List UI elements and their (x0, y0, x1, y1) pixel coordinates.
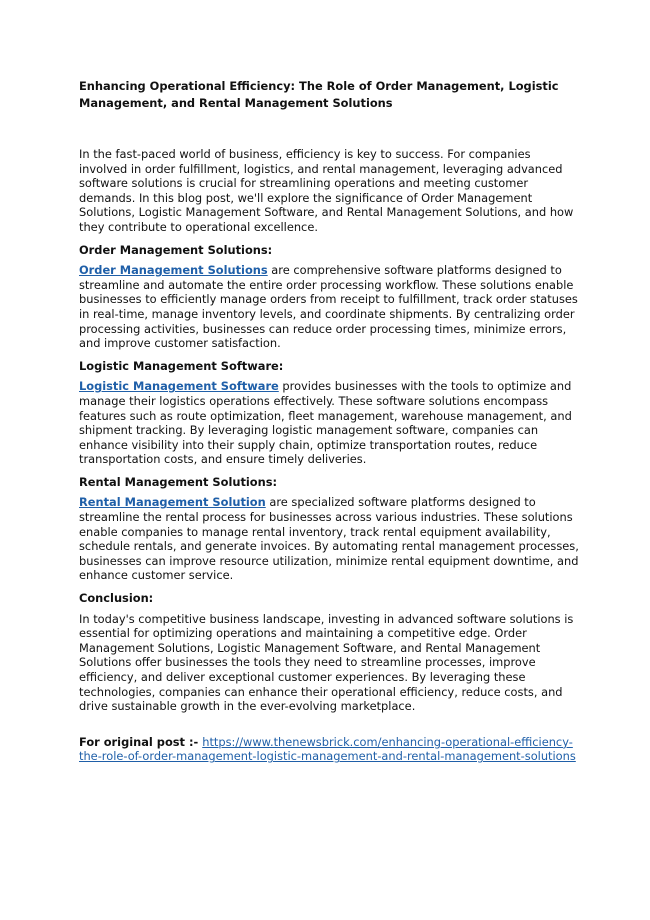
section-conclusion (79, 591, 579, 714)
conclusion-paragraph: In today's competitive business landscape, investing in advanced software solutions is essential for optimizing operations and maintaining a competitive edge. Order Management Solutions, Logistic Management Software, and Rental Management Solutions offer businesses the tools they need to streamline processes, improve efficiency, and deliver exceptional customer experiences. By leveraging these technologies, companies can enhance their operational efficiency, reduce costs, and drive sustainable growth in the ever-evolving marketplace. (79, 611, 574, 714)
section-order-management (79, 243, 579, 351)
section-text: provides businesses with the tools to optimize and manage their logistics operations effectively. These software solutions encompass features such as route optimization, fleet management, warehouse management, and shipment tracking. By leveraging logistic management software, companies can enhance visibility into their supply chain, optimize transportation routes, reduce transportation costs, and ensure timely deliveries. (79, 379, 572, 467)
intro-paragraph: In the fast-paced world of business, efficiency is key to success. For companies involved in order fulfillment, logistics, and rental management, leveraging advanced software solutions is crucial for streamlining operations and meeting customer demands. In this blog post, we'll explore the significance of Order Management Solutions, Logistic Management Software, and Rental Management Solutions, and how they contribute to operational excellence. (79, 147, 574, 234)
source-label: For original post :- (79, 734, 203, 749)
section-text: are comprehensive software platforms designed to streamline and automate the entire order processing workflow. These solutions enable businesses to efficiently manage orders from receipt to fulfillment, track order statuses in real-time, manage inventory levels, and coordinate shipments. By centralizing order processing activities, businesses can reduce order processing times, minimize errors, and improve customer satisfaction. (79, 263, 578, 351)
section-rental-management (79, 475, 579, 583)
order-management-link[interactable]: Order Management Solutions (79, 263, 268, 278)
section-logistic-management (79, 359, 579, 467)
section-paragraph (79, 379, 579, 467)
section-paragraph (79, 263, 579, 351)
source-url-link[interactable]: https://www.thenewsbrick.com/enhancing-operational-efficiency-the-role-of-order-management-logistic-management-and-rental-management-solutions (79, 734, 576, 764)
section-heading: Logistic Management Software: (79, 358, 284, 373)
rental-management-link[interactable]: Rental Management Solution (79, 495, 266, 510)
article (79, 78, 579, 764)
section-heading: Order Management Solutions: (79, 242, 273, 257)
logistic-management-link[interactable]: Logistic Management Software (79, 379, 279, 394)
section-heading: Conclusion: (79, 591, 154, 606)
source-line (79, 735, 579, 764)
section-paragraph (79, 495, 579, 583)
article-title: Enhancing Operational Efficiency: The Role of Order Management, Logistic Management, and Rental Management Solutions (79, 79, 559, 110)
section-text: are specialized software platforms designed to streamline the rental process for businesses across various industries. These solutions enable companies to manage rental inventory, track rental equipment availability, schedule rentals, and generate invoices. By automating rental management processes, businesses can improve resource utilization, minimize rental equipment downtime, and enhance customer service. (79, 495, 579, 583)
section-heading: Rental Management Solutions: (79, 474, 278, 489)
